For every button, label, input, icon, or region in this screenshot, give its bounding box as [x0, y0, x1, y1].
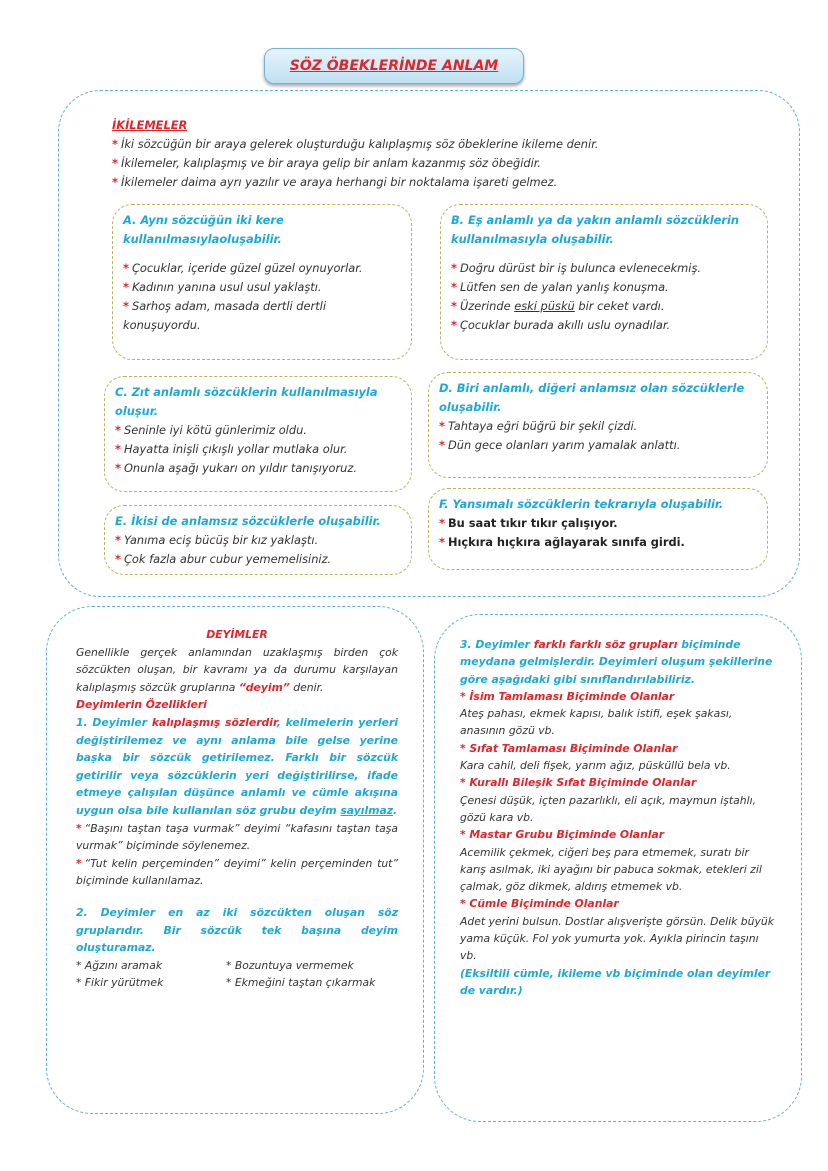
list-item: * Seninle iyi kötü günlerimiz oldu. [115, 423, 307, 437]
box-e [104, 505, 412, 575]
list-item: * Lütfen sen de yalan yanlış konuşma. [451, 280, 669, 294]
example-1: * “Başını taştan taşa vurmak” deyimi “kafasını taştan taşa vurmak” biçiminde söylenemez. [76, 821, 398, 853]
list-item: * Çocuklar, içeride güzel güzel oynuyorlar. [123, 261, 363, 275]
list-item: * Dün gece olanları yarım yamalak anlattı. [439, 438, 681, 452]
note: (Eksiltili cümle, ikileme vb biçiminde olan deyimler de vardır.) [460, 966, 771, 997]
group-heading: * İsim Tamlaması Biçiminde Olanlar [460, 689, 675, 703]
ikileme-bullet: * İkilemeler daima ayrı yazılır ve araya herhangi bir noktalama işareti gelmez. [112, 175, 558, 189]
box-e-heading: E. İkisi de anlamsız sözcüklerle oluşabilir. [115, 514, 381, 528]
feature-3: 3. Deyimler farklı farklı söz grupları biçiminde meydana gelmişlerdir. Deyimleri oluşum şekillerine göre aşağıdaki gibi sınıflandırılabiliriz. [460, 638, 773, 686]
group-heading: * Cümle Biçiminde Olanlar [460, 897, 619, 911]
list-item: * Hayatta inişli çıkışlı yollar mutlaka olur. [115, 442, 348, 456]
features-heading: Deyimlerin Özellikleri [76, 698, 207, 712]
list-item: * Kadının yanına usul usul yaklaştı. [123, 280, 322, 294]
list-item: * Çocuklar burada akıllı uslu oynadılar. [451, 318, 671, 332]
group-heading: * Kurallı Bileşik Sıfat Biçiminde Olanlar [460, 776, 697, 790]
box-b-heading: B. Eş anlamlı ya da yakın anlamlı sözcüklerin kullanılmasıyla oluşabilir. [451, 213, 740, 246]
group-text: Ateş pahası, ekmek kapısı, balık istifi, eşek şakası, anasının gözü vb. [460, 707, 733, 738]
box-b [440, 204, 768, 360]
deyim-example: * Ekmeğini taştan çıkarmak [226, 976, 376, 990]
deyim-example: * Fikir yürütmek [76, 976, 164, 990]
box-c [104, 376, 412, 492]
group-text: Kara cahil, deli fişek, yarım ağız, püsküllü bela vb. [460, 759, 731, 773]
deyim-example: * Ağzını aramak [76, 958, 163, 972]
group-text: Adet yerini bulsun. Dostlar alışverişte görsün. Delik büyük yama küçük. Fol yok yumurta yok. Ayıkla pirincin taşını vb. [460, 914, 774, 963]
deyimler-intro: Genellikle gerçek anlamından uzaklaşmış birden çok sözcükten oluşan, bir kavramı ya da durumu karşılayan kalıplaşmış sözcük gruplarına “deyim” denir. [76, 645, 398, 694]
group-heading: * Sıfat Tamlaması Biçiminde Olanlar [460, 741, 678, 755]
deyim-types-content [460, 636, 778, 999]
box-a [112, 204, 412, 360]
deyimler-heading: DEYİMLER [206, 628, 268, 641]
group-text: Çenesi düşük, içten pazarlıklı, eli açık, maymun iştahlı, gözü kara vb. [460, 793, 757, 824]
group-heading: * Mastar Grubu Biçiminde Olanlar [460, 828, 665, 842]
group-text: Acemilik çekmek, ciğeri beş para etmemek, suratı bir karış asılmak, iki ayağını bir pabuca sokmak, etekleri zil çalmak, göz dikmek, aldırış etmemek vb. [460, 845, 762, 894]
deyimler-content [76, 626, 398, 992]
box-f [428, 488, 768, 570]
list-item: * Sarhoş adam, masada dertli dertli konuşuyordu. [123, 299, 327, 332]
box-d [428, 372, 768, 478]
list-item: * Çok fazla abur cubur yememelisiniz. [115, 552, 332, 566]
example-2: * “Tut kelin perçeminden” deyimi” kelin perçeminden tut” biçiminde kullanılamaz. [76, 856, 398, 888]
box-a-heading: A. Aynı sözcüğün iki kere kullanılmasıylaoluşabilir. [123, 213, 284, 246]
list-item: * Tahtaya eğri büğrü bir şekil çizdi. [439, 419, 638, 433]
list-item: * Yanıma eciş bücüş bir kız yaklaştı. [115, 533, 319, 547]
box-d-heading: D. Biri anlamlı, diğeri anlamsız olan sözcüklerle oluşabilir. [439, 381, 745, 414]
ikileme-bullet: * İki sözcüğün bir araya gelerek oluşturduğu kalıplaşmış söz öbeklerine ikileme denir. [112, 137, 599, 151]
deyim-examples [76, 957, 398, 992]
box-f-heading: F. Yansımalı sözcüklerin tekrarıyla oluşabilir. [439, 497, 724, 511]
ikileme-bullet: * İkilemeler, kalıplaşmış ve bir araya gelip bir anlam kazanmış söz öbeğidir. [112, 156, 542, 170]
page-title: SÖZ ÖBEKLERİNDE ANLAM [264, 48, 524, 84]
list-item: * Bu saat tıkır tıkır çalışıyor. [439, 516, 618, 530]
list-item: * Üzerinde eski püskü bir ceket vardı. [451, 299, 665, 313]
deyim-example: * Bozuntuya vermemek [226, 958, 354, 972]
ikilemeler-intro [112, 116, 752, 192]
list-item: * Doğru dürüst bir iş bulunca evlenecekmiş. [451, 261, 702, 275]
box-c-heading: C. Zıt anlamlı sözcüklerin kullanılmasıyla oluşur. [115, 385, 378, 418]
list-item: * Onunla aşağı yukarı on yıldır tanışıyoruz. [115, 461, 357, 475]
list-item: * Hıçkıra hıçkıra ağlayarak sınıfa girdi. [439, 535, 685, 549]
feature-2: 2. Deyimler en az iki sözcükten oluşan söz gruplarıdır. Bir sözcük tek başına deyim oluşturamaz. [76, 905, 398, 955]
feature-1: 1. Deyimler kalıplaşmış sözlerdir, kelimelerin yerleri değiştirilemez ve aynı anlama bile gelse yerine başka bir sözcük getirilemez. Farklı bir sözcük getirilir veya sözcüklerin yeri değiştirilirse, ifade etmeye çalışılan düşünce anlamlı ve cümle akışına uygun olsa bile kullanılan söz grubu deyim sayılmaz. [76, 715, 398, 817]
ikilemeler-heading: İKİLEMELER [112, 118, 188, 132]
